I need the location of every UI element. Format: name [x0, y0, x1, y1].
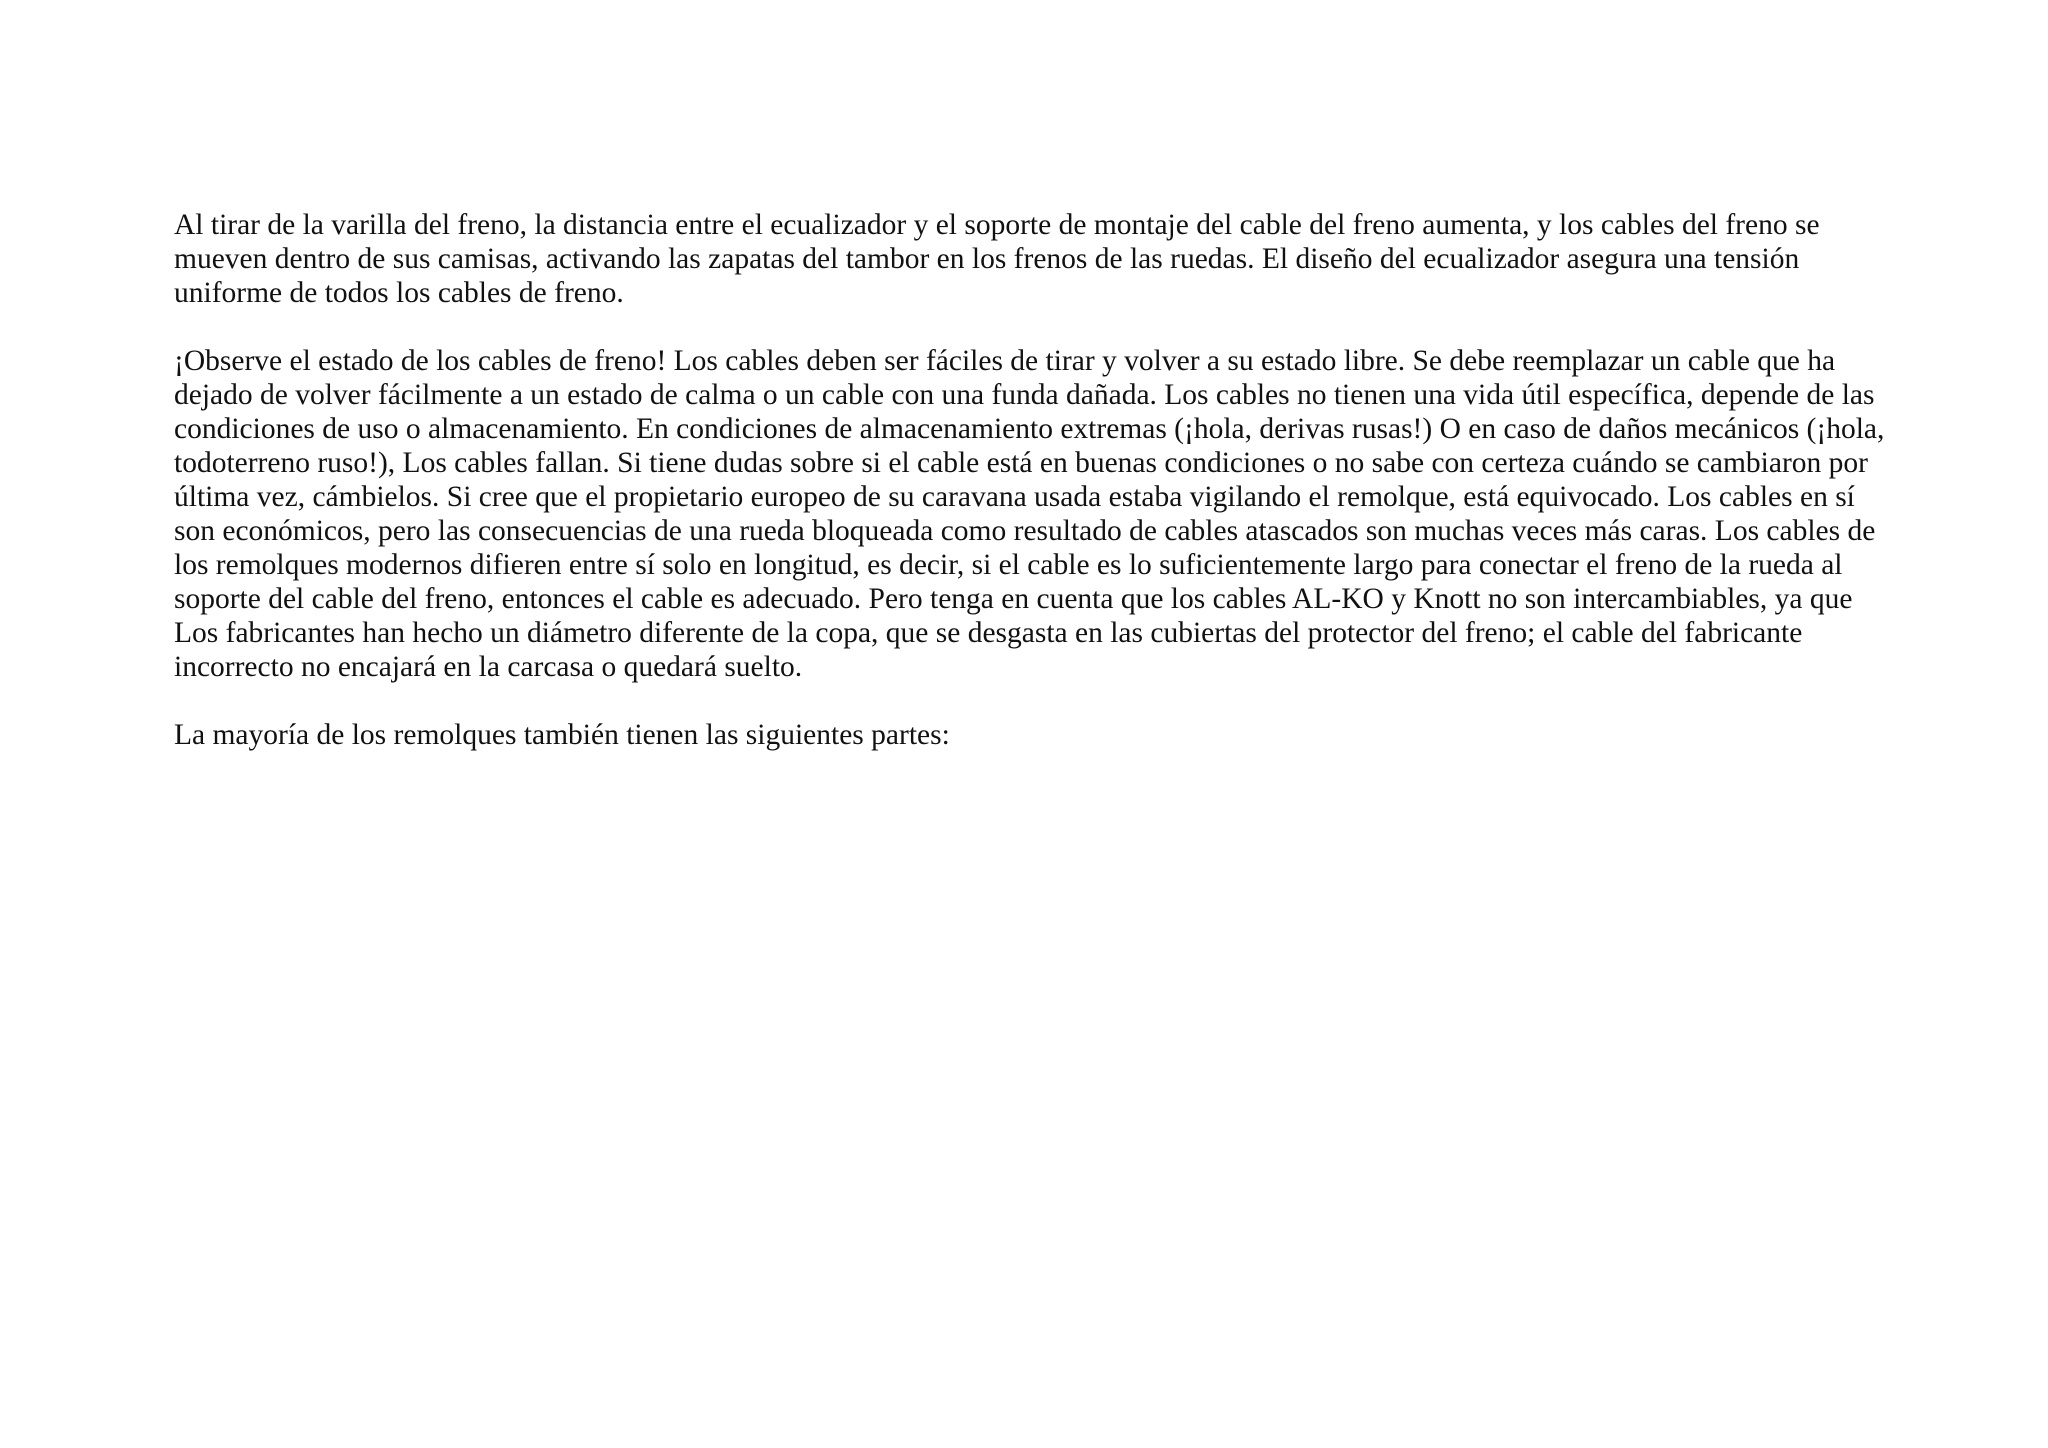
text-line: mueven dentro de sus camisas, activando las zapatas del tambor en los frenos de las ruedas. El diseño del ecualizador asegura una tensión — [174, 243, 1800, 275]
text-line: dejado de volver fácilmente a un estado de calma o un cable con una funda dañada. Los cables no tienen una vida útil específica, depende de las — [174, 379, 1875, 411]
text-line: los remolques modernos difieren entre sí solo en longitud, es decir, si el cable es lo suficientemente largo para conectar el freno de la rueda al — [174, 549, 1843, 581]
paragraph-trailer-parts-intro — [174, 718, 1894, 752]
text-line: soporte del cable del freno, entonces el cable es adecuado. Pero tenga en cuenta que los cables AL-KO y Knott no son intercambiables, ya que — [174, 583, 1853, 615]
text-line: condiciones de uso o almacenamiento. En condiciones de almacenamiento extremas (¡hola, derivas rusas!) O en caso de daños mecánicos (¡hola, — [174, 413, 1885, 445]
text-line: son económicos, pero las consecuencias de una rueda bloqueada como resultado de cables atascados son muchas veces más caras. Los cables de — [174, 515, 1876, 547]
text-line: incorrecto no encajará en la carcasa o quedará suelto. — [174, 651, 803, 683]
text-line: Al tirar de la varilla del freno, la distancia entre el ecualizador y el soporte de montaje del cable del freno aumenta, y los cables del freno se — [174, 209, 1820, 241]
text-line: todoterreno ruso!), Los cables fallan. Si tiene dudas sobre si el cable está en buenas condiciones o no sabe con certeza cuándo se cambiaron por — [174, 447, 1868, 479]
text-line: uniforme de todos los cables de freno. — [174, 277, 624, 309]
text-line: La mayoría de los remolques también tienen las siguientes partes: — [174, 719, 950, 751]
paragraph-cable-condition — [174, 344, 1894, 684]
document-body — [174, 208, 1894, 786]
paragraph-brake-equalizer — [174, 208, 1894, 310]
text-line: Los fabricantes han hecho un diámetro diferente de la copa, que se desgasta en las cubiertas del protector del freno; el cable del fabricante — [174, 617, 1803, 649]
text-line: última vez, cámbielos. Si cree que el propietario europeo de su caravana usada estaba vigilando el remolque, está equivocado. Los cables en sí — [174, 481, 1855, 513]
text-line: ¡Observe el estado de los cables de freno! Los cables deben ser fáciles de tirar y volver a su estado libre. Se debe reemplazar un cable que ha — [174, 345, 1836, 377]
